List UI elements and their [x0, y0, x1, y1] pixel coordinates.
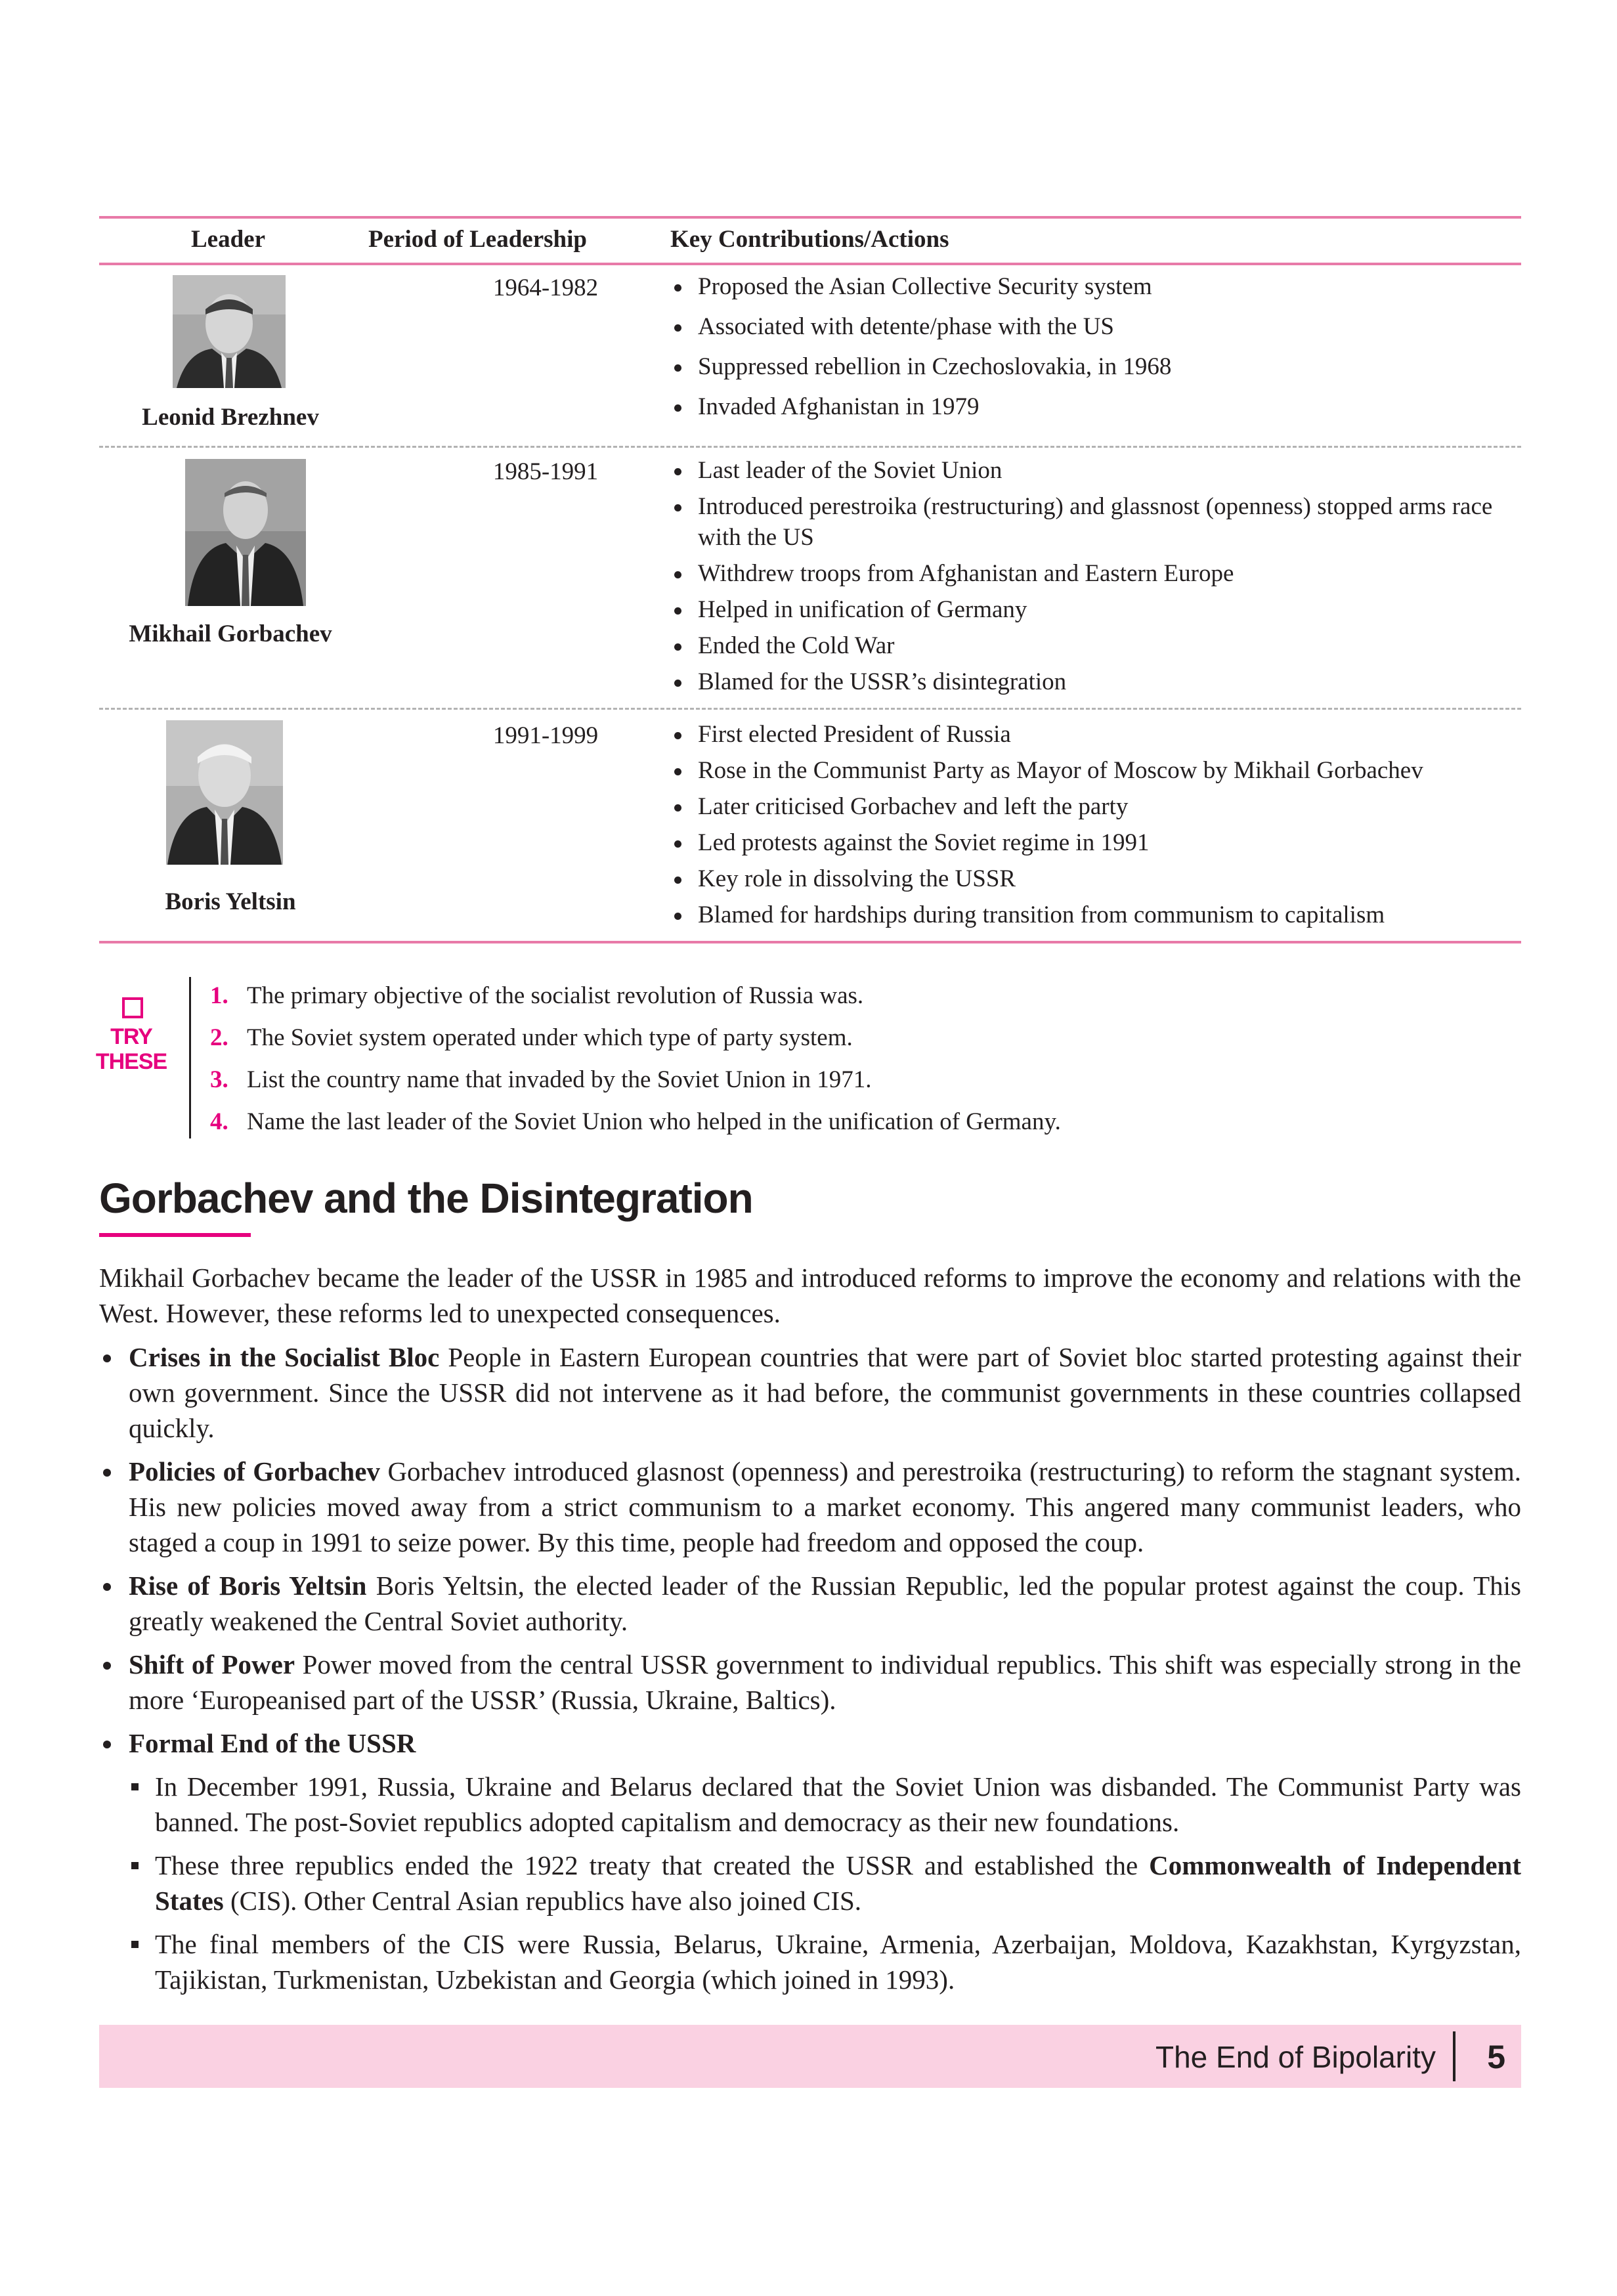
list-item: Later criticised Gorbachev and left the party — [670, 791, 1517, 822]
try-these-label — [92, 1024, 171, 1074]
bullet-text: Boris Yeltsin, the elected leader of the Russian Republic, led the popular protest against the coup. This greatly weakened the Central Soviet authority. — [129, 1570, 1521, 1636]
contributions-list — [670, 455, 1517, 697]
contributions-list — [670, 271, 1517, 422]
list-item: First elected President of Russia — [670, 719, 1517, 750]
chapter-title: The End of Bipolarity — [1155, 2040, 1436, 2074]
footer-divider — [1453, 2031, 1455, 2081]
bullet-heading: Policies of Gorbachev — [129, 1456, 380, 1486]
row-divider — [99, 708, 1521, 710]
list-item: Blamed for the USSR’s disintegration — [670, 666, 1517, 697]
question-number: 2. — [210, 1024, 228, 1051]
list-item: Introduced perestroika (restructuring) and glassnost (openness) stopped arms race with the US — [670, 491, 1517, 553]
question-text: The primary objective of the socialist revolution of Russia was. — [247, 982, 864, 1009]
list-item: Invaded Afghanistan in 1979 — [670, 391, 1517, 422]
leader-name: Mikhail Gorbachev — [129, 620, 332, 647]
bullet-text: People in Eastern European countries that were part of Soviet bloc started protesting against their own government. Since the USSR did not intervene as it had before, the communist governments in these countries collapsed quickly. — [129, 1342, 1521, 1443]
intro-paragraph: Mikhail Gorbachev became the leader of the USSR in 1985 and introduced reforms to improve the economy and relations with the West. However, these reforms led to unexpected consequences. — [99, 1263, 1521, 1328]
sub-text: (CIS). Other Central Asian republics have also joined CIS. — [223, 1886, 862, 1916]
bullet-text: Gorbachev introduced glasnost (openness) and perestroika (restructuring) to reform the stagnant system. His new policies moved away from a strict communism to a market economy. This angered many communist leaders, who staged a coup in 1991 to seize power. By this time, people had freedom and opposed the coup. — [129, 1456, 1522, 1557]
sub-list-item — [129, 1848, 1521, 1918]
list-item: Rose in the Communist Party as Mayor of Moscow by Mikhail Gorbachev — [670, 755, 1517, 786]
list-item — [210, 1101, 1061, 1143]
bullet-heading: Shift of Power — [129, 1649, 295, 1679]
list-item: Withdrew troops from Afghanistan and Eastern Europe — [670, 558, 1517, 589]
leadership-period: 1991-1999 — [492, 722, 599, 749]
question-text: List the country name that invaded by the Soviet Union in 1971. — [247, 1066, 872, 1093]
try-label-line: TRY — [110, 1024, 152, 1049]
contributions-list — [670, 719, 1517, 930]
header-leader: Leader — [191, 226, 266, 253]
section-title: Gorbachev and the Disintegration — [99, 1175, 753, 1222]
question-number: 3. — [210, 1066, 228, 1093]
header-period: Period of Leadership — [368, 226, 587, 253]
yeltsin-photo — [166, 720, 283, 865]
sub-text: These three republics ended the 1922 treaty that created the USSR and established the — [155, 1850, 1150, 1880]
list-item — [99, 1647, 1521, 1718]
list-item — [210, 975, 1061, 1017]
list-item — [99, 1725, 1521, 1997]
list-item: Blamed for hardships during transition from communism to capitalism — [670, 899, 1517, 930]
table-bottom-rule — [99, 941, 1521, 943]
list-item — [99, 1339, 1521, 1446]
bullet-heading: Crises in the Socialist Bloc — [129, 1342, 440, 1372]
table-top-rule — [99, 216, 1521, 219]
question-list — [210, 975, 1061, 1143]
brezhnev-photo — [173, 275, 286, 388]
sub-bullet-list — [129, 1769, 1521, 1997]
sub-list-item: In December 1991, Russia, Ukraine and Belarus declared that the Soviet Union was disbanded. The Communist Party was banned. The post-Soviet republics adopted capitalism and democracy as their new foundations. — [129, 1769, 1521, 1840]
list-item: Proposed the Asian Collective Security system — [670, 271, 1517, 302]
gorbachev-photo — [185, 459, 306, 606]
list-item — [99, 1568, 1521, 1639]
list-item: Suppressed rebellion in Czechoslovakia, in 1968 — [670, 351, 1517, 382]
list-item — [210, 1059, 1061, 1101]
try-these-divider — [189, 977, 191, 1138]
question-number: 4. — [210, 1108, 228, 1135]
header-contributions: Key Contributions/Actions — [670, 226, 949, 253]
list-item — [210, 1017, 1061, 1059]
list-item: Ended the Cold War — [670, 630, 1517, 661]
bullet-list — [99, 1339, 1521, 2005]
question-text: Name the last leader of the Soviet Union who helped in the unification of Germany. — [247, 1108, 1061, 1135]
question-number: 1. — [210, 982, 228, 1009]
checkbox-icon — [122, 997, 143, 1018]
sub-list-item: The final members of the CIS were Russia, Belarus, Ukraine, Armenia, Azerbaijan, Moldova, Kazakhstan, Kyrgyzstan, Tajikistan, Turkmenistan, Uzbekistan and Georgia (which joined in 1993). — [129, 1926, 1521, 1997]
bullet-heading: Rise of Boris Yeltsin — [129, 1570, 367, 1601]
title-underline — [99, 1233, 251, 1237]
table-header-rule — [99, 263, 1521, 265]
leader-name: Boris Yeltsin — [165, 888, 296, 915]
question-text: The Soviet system operated under which type of party system. — [247, 1024, 853, 1051]
leadership-period: 1964-1982 — [492, 274, 599, 301]
list-item: Led protests against the Soviet regime in 1991 — [670, 827, 1517, 858]
list-item — [99, 1454, 1521, 1560]
try-label-line: THESE — [95, 1049, 167, 1074]
bullet-heading: Formal End of the USSR — [129, 1728, 416, 1758]
list-item: Helped in unification of Germany — [670, 594, 1517, 625]
list-item: Last leader of the Soviet Union — [670, 455, 1517, 486]
page-footer — [99, 2025, 1521, 2088]
row-divider — [99, 446, 1521, 448]
leader-name: Leonid Brezhnev — [142, 404, 319, 431]
list-item: Key role in dissolving the USSR — [670, 863, 1517, 894]
bullet-text: Power moved from the central USSR government to individual republics. This shift was especially strong in the more ‘Europeanised part of the USSR’ (Russia, Ukraine, Baltics). — [129, 1649, 1521, 1715]
leadership-period: 1985-1991 — [492, 458, 599, 485]
sub-bold: Commonwealth of Independent States — [155, 1850, 1521, 1916]
list-item: Associated with detente/phase with the US — [670, 311, 1517, 342]
page-number: 5 — [1487, 2039, 1505, 2075]
